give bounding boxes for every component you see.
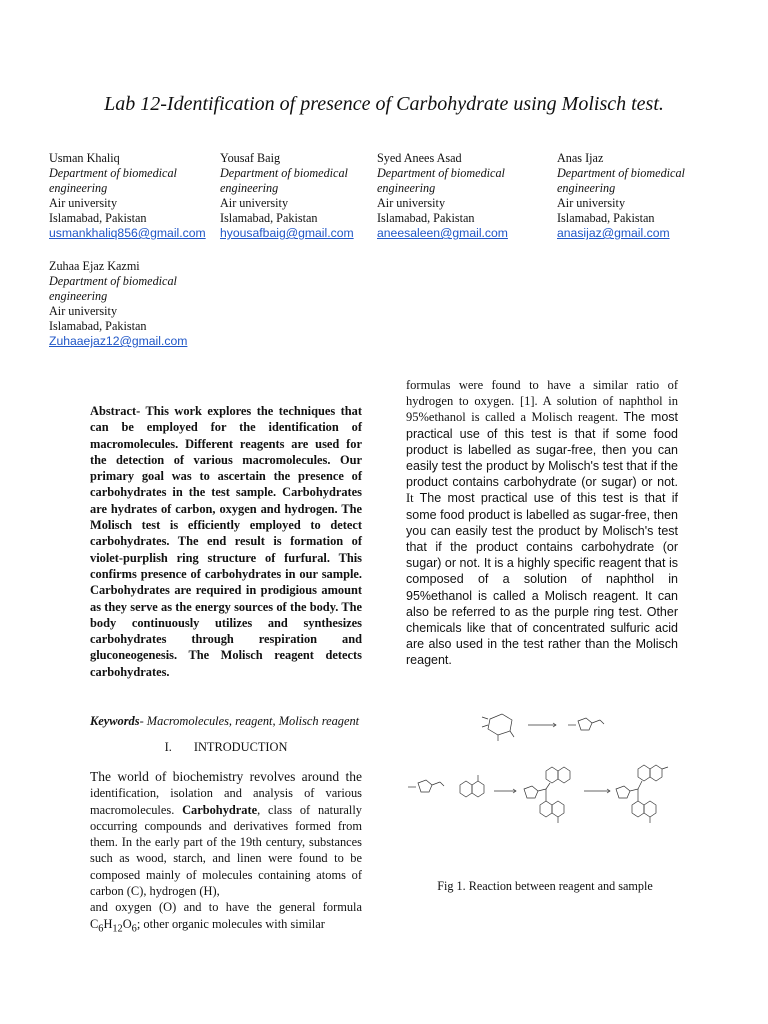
intro-text: identification, isolation and analysis of various macromolecules.: [90, 786, 362, 817]
section-title: INTRODUCTION: [193, 740, 288, 754]
introduction-paragraph: [90, 769, 362, 937]
body-text-sans: The most practical use of this test is that if some food product is labelled as sugar-free, then you can easily test the product by Molisch's test that if the product contains carbohydrate (or sugar) or not.: [406, 410, 678, 490]
body-text-serif: formulas were found to have a similar ratio of hydrogen to oxygen. [1]. A solution of naphthol in 95%ethanol is called a Molisch reagent.: [406, 378, 678, 425]
author-department: Department of biomedical: [377, 166, 505, 180]
author-city: Islamabad, Pakistan: [49, 211, 147, 225]
author-email-link[interactable]: usmankhaliq856@gmail.com: [49, 226, 206, 240]
formula-element: O: [122, 916, 132, 931]
formula-subscript: 12: [112, 923, 123, 935]
intro-lead-text: The world of biochemistry revolves around the: [90, 769, 362, 784]
reaction-arrow: [528, 723, 556, 727]
author-name: Usman Khaliq: [49, 151, 120, 165]
author-email-link[interactable]: Zuhaaejaz12@gmail.com: [49, 334, 188, 348]
hydroxymethylfurfural-structure: [408, 780, 444, 792]
naphthol-structure: [460, 775, 484, 797]
author-department: engineering: [557, 181, 616, 195]
author-name: Anas Ijaz: [557, 151, 604, 165]
author-block: [377, 151, 508, 241]
author-block: [49, 259, 187, 349]
author-name: Yousaf Baig: [220, 151, 281, 165]
author-email-link[interactable]: anasijaz@gmail.com: [557, 226, 670, 240]
formula-element: H: [103, 916, 113, 931]
author-university: Air university: [220, 196, 289, 210]
author-department: engineering: [49, 289, 108, 303]
section-number: I.: [164, 740, 172, 754]
author-department: Department of biomedical: [49, 166, 177, 180]
author-department: Department of biomedical: [220, 166, 348, 180]
author-city: Islamabad, Pakistan: [557, 211, 655, 225]
author-email-link[interactable]: hyousafbaig@gmail.com: [220, 226, 354, 240]
body-paragraph: [406, 377, 678, 669]
formula-subscript: 6: [98, 923, 104, 935]
author-university: Air university: [557, 196, 626, 210]
intro-text: , class of naturally occurring compounds and derivatives formed from them. In the early part of the 19th century, substances such as wood, starch, and linen were found to be composed mainly of molecules containing atoms of carbon (C), hydrogen (H),: [90, 802, 362, 899]
keywords-label: Keywords: [90, 714, 140, 728]
keywords-line: [90, 714, 370, 729]
author-city: Islamabad, Pakistan: [49, 319, 147, 333]
dye-product-structure: [616, 765, 668, 823]
author-university: Air university: [377, 196, 446, 210]
intro-text: ; other organic molecules with similar: [136, 916, 325, 931]
author-university: Air university: [49, 304, 118, 318]
author-department: engineering: [49, 181, 108, 195]
figure-caption: Fig 1. Reaction between reagent and sample: [437, 879, 653, 893]
reaction-arrow: [584, 789, 610, 793]
author-name: Syed Anees Asad: [377, 151, 462, 165]
body-text-serif: It: [406, 491, 420, 506]
author-name: Zuhaa Ejaz Kazmi: [49, 259, 140, 273]
keywords-text: - Macromolecules, reagent, Molisch reagent: [139, 714, 360, 728]
author-department: engineering: [220, 181, 279, 195]
author-block: [49, 151, 206, 241]
glucose-structure: [482, 714, 514, 741]
author-department: engineering: [377, 181, 436, 195]
hydroxymethylfurfural-structure: [568, 718, 604, 730]
author-block: [220, 151, 354, 241]
author-city: Islamabad, Pakistan: [220, 211, 318, 225]
page-title: Lab 12-Identification of presence of Carbohydrate using Molisch test.: [104, 93, 664, 115]
author-university: Air university: [49, 196, 118, 210]
author-block: [557, 151, 685, 241]
section-heading: [90, 740, 362, 755]
body-text-sans: The most practical use of this test is that if some food product is labelled as sugar-free, then you can easily test the product by Molisch's test that if the product contains carbohydrate (or sugar) or not. It is a highly specific reagent that is composed of a solution of naphthol in 95%ethanol is called a Molisch reagent. It can also be referred to as the purple ring test. Other chemicals like that of concentrated sulfuric acid are also used in the test rather than the Molisch reagent.: [406, 491, 679, 668]
abstract-paragraph: Abstract- This work explores the techniques that can be employed for the identification of macromolecules. Different reagents are used for the detection of various macromolecules. Our primary goal was to ascertain the presence of carbohydrates in the test sample. Carbohydrates are hydrates of carbon, oxygen and hydrogen. The Molisch test is efficiently employed to detect carbohydrates. The end result is formation of violet-purplish ring structure of furfural. This confirms presence of carbohydrates in our sample. Carbohydrates are required in prodigious amount as they serve as the energy sources of the body. The body continuously utilizes and synthesizes carbohydrates through respiration and gluconeogenesis. The Molisch reagent detects carbohydrates.: [90, 404, 362, 679]
reaction-arrow: [494, 789, 516, 793]
intro-bold-term: Carbohydrate: [182, 802, 258, 817]
author-department: Department of biomedical: [49, 274, 177, 288]
reaction-scheme-figure: [400, 705, 690, 865]
author-email-link[interactable]: aneesaleen@gmail.com: [377, 226, 508, 240]
formula-subscript: 6: [131, 923, 137, 935]
condensation-product-structure: [524, 767, 570, 823]
author-department: Department of biomedical: [557, 166, 685, 180]
author-city: Islamabad, Pakistan: [377, 211, 475, 225]
intro-text: and oxygen (O) and to have the general formula C: [90, 900, 362, 931]
